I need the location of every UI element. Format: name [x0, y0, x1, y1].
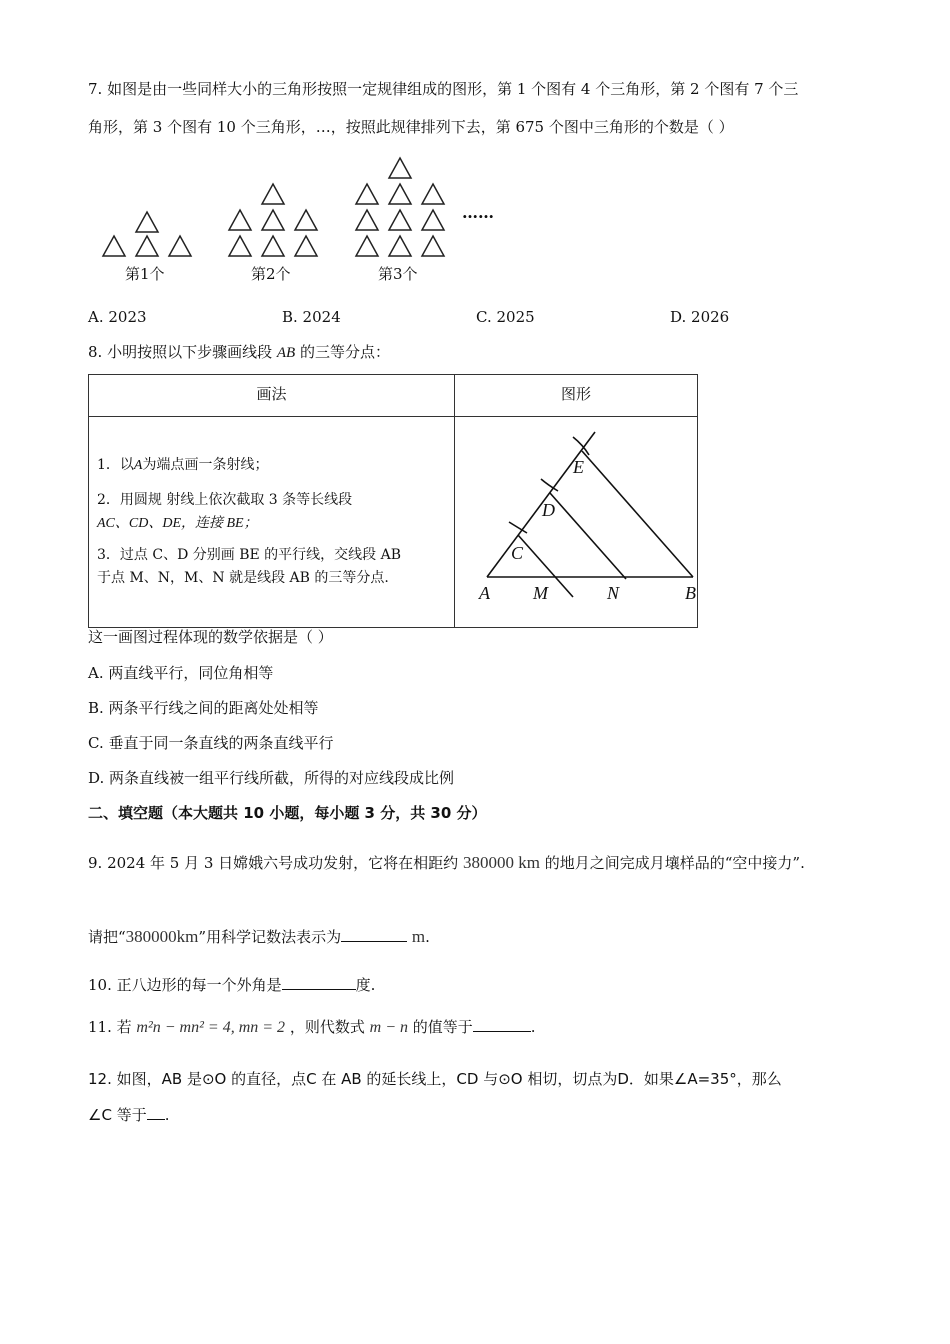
q8-stem [88, 341, 390, 362]
q7-ellipsis: …… [462, 203, 494, 222]
triangle-shape [229, 236, 251, 256]
q10-answer-blank[interactable] [282, 975, 356, 990]
q12-end: . [164, 1106, 170, 1124]
q11-a: 11. 若 [88, 1018, 132, 1036]
point-label-n: N [607, 583, 620, 603]
q11-line [88, 1016, 536, 1037]
q12-line1: 12. 如图，AB 是⊙O 的直径，点C 在 AB 的延长线上，CD 与⊙O 相切，切点为D．如果∠A=35°，那么 [88, 1070, 782, 1088]
q8-step3-line1: 3．过点 C、D 分别画 BE 的平行线，交线段 AB [97, 547, 402, 563]
q8-question: 这一画图过程体现的数学依据是（ ） [88, 628, 333, 646]
arc-mark-e [573, 437, 589, 455]
point-label-b: B [685, 583, 696, 603]
q11-b: ，则代数式 [289, 1018, 365, 1036]
q8-header-method: 画法 [256, 385, 287, 403]
q8-step2-line1: 2．用圆规 射线上依次截取 3 条等长线段 [97, 492, 353, 508]
point-label-c: C [511, 543, 524, 563]
q9-end: . [425, 928, 430, 946]
triangle-shape [103, 236, 125, 256]
triangle-shape [356, 210, 378, 230]
q9-part2: 的地月之间完成月壤样品的“空中接力”. [544, 854, 805, 872]
q7-stem-line2: 角形，第 3 个图有 10 个三角形，…，按照此规律排列下去，第 675 个图中三角形的个数是（ ） [88, 118, 734, 136]
triangle-shape [389, 210, 411, 230]
q8-option-b[interactable]: B. 两条平行线之间的距离处处相等 [88, 699, 319, 717]
q7-option-c[interactable]: C. 2025 [476, 308, 535, 326]
q7-stem-line1: 7. 如图是由一些同样大小的三角形按照一定规律组成的图形，第 1 个图有 4 个三角形，第 2 个图有 7 个三 [88, 80, 799, 98]
q7-figure-label-3: 第3个 [378, 265, 418, 283]
point-label-d: D [542, 500, 555, 520]
triangle-shape [262, 210, 284, 230]
q7-figure-label-2: 第2个 [251, 265, 291, 283]
q8-step1 [97, 454, 268, 474]
q8-method-cell [89, 417, 453, 623]
triangle-shape [136, 236, 158, 256]
ray-from-a [487, 432, 595, 577]
q7-triangle-pattern-figure [95, 150, 515, 270]
q8-stem-segment: AB [276, 345, 296, 361]
point-label-a: A [479, 583, 490, 603]
q11-end: . [530, 1018, 536, 1036]
q10-text: 10. 正八边形的每一个外角是 [88, 976, 282, 994]
triangle-shape [422, 210, 444, 230]
q10-end: 度. [355, 976, 376, 994]
triangle-shape [356, 236, 378, 256]
q11-expression-2: m − n [369, 1019, 408, 1036]
q9-distance-value: 380000 km [462, 853, 540, 872]
triangle-shape [169, 236, 191, 256]
q7-option-b[interactable]: B. 2024 [282, 308, 341, 326]
triangle-shape [389, 236, 411, 256]
triangle-shape [262, 236, 284, 256]
triangle-shape [295, 210, 317, 230]
q7-option-d[interactable]: D. 2026 [670, 308, 730, 326]
q7-figure-label-1: 第1个 [125, 265, 165, 283]
q9-line2-b: ”用科学记数法表示为 [198, 928, 342, 946]
q11-c: 的值等于 [412, 1018, 473, 1036]
q8-option-a[interactable]: A. 两直线平行，同位角相等 [88, 664, 274, 682]
point-label-m: M [533, 583, 548, 603]
triangle-shape [295, 236, 317, 256]
triangle-shape [422, 184, 444, 204]
parallel-line-d [550, 493, 626, 579]
triangle-shape [422, 236, 444, 256]
q11-answer-blank[interactable] [473, 1017, 531, 1032]
q7-option-a[interactable]: A. 2023 [88, 308, 147, 326]
q12-answer-blank[interactable] [147, 1105, 165, 1120]
q9-unit: m [411, 927, 426, 946]
q8-option-c[interactable]: C. 垂直于同一条直线的两条直线平行 [88, 734, 334, 752]
q9-line2-value: 380000km [125, 927, 199, 946]
section-2-heading: 二、填空题（本大题共 10 小题，每小题 3 分，共 30 分） [88, 804, 487, 822]
q9-answer-blank[interactable] [341, 927, 407, 942]
triangle-shape [262, 184, 284, 204]
triangle-shape [389, 158, 411, 178]
q9-line2 [88, 926, 430, 947]
q8-trisection-figure [455, 417, 697, 623]
q8-step1-point: A [133, 458, 143, 473]
q8-step1-c: 为端点画一条射线； [142, 457, 269, 473]
segment-be [582, 451, 693, 577]
triangle-shape [136, 212, 158, 232]
triangle-shape [229, 210, 251, 230]
q9-line1 [88, 852, 805, 873]
triangle-shape [356, 184, 378, 204]
q11-expression: m²n − mn² = 4, mn = 2 [136, 1019, 286, 1036]
q8-stem-text: 8. 小明按照以下步骤画线段 [88, 343, 273, 361]
q8-step3-line2: 于点 M、N，M、N 就是线段 AB 的三等分点. [97, 570, 389, 586]
q8-header-figure: 图形 [560, 385, 591, 403]
q9-part1: 9. 2024 年 5 月 3 日嫦娥六号成功发射，它将在相距约 [88, 854, 459, 872]
q12-line2 [88, 1104, 169, 1125]
point-label-e: E [573, 457, 584, 477]
q8-stem-end: 的三等分点： [299, 343, 390, 361]
q9-line2-a: 请把“ [88, 928, 126, 946]
triangle-shape [389, 184, 411, 204]
q8-table [88, 374, 698, 628]
q12-line2-text: ∠C 等于 [88, 1106, 147, 1124]
q10-line [88, 974, 375, 995]
q8-step1-a: 1．以 [97, 457, 134, 473]
q8-step2-line2: AC、CD、DE，连接 BE； [97, 516, 258, 531]
q8-option-d[interactable]: D. 两条直线被一组平行线所截，所得的对应线段成比例 [88, 769, 455, 787]
